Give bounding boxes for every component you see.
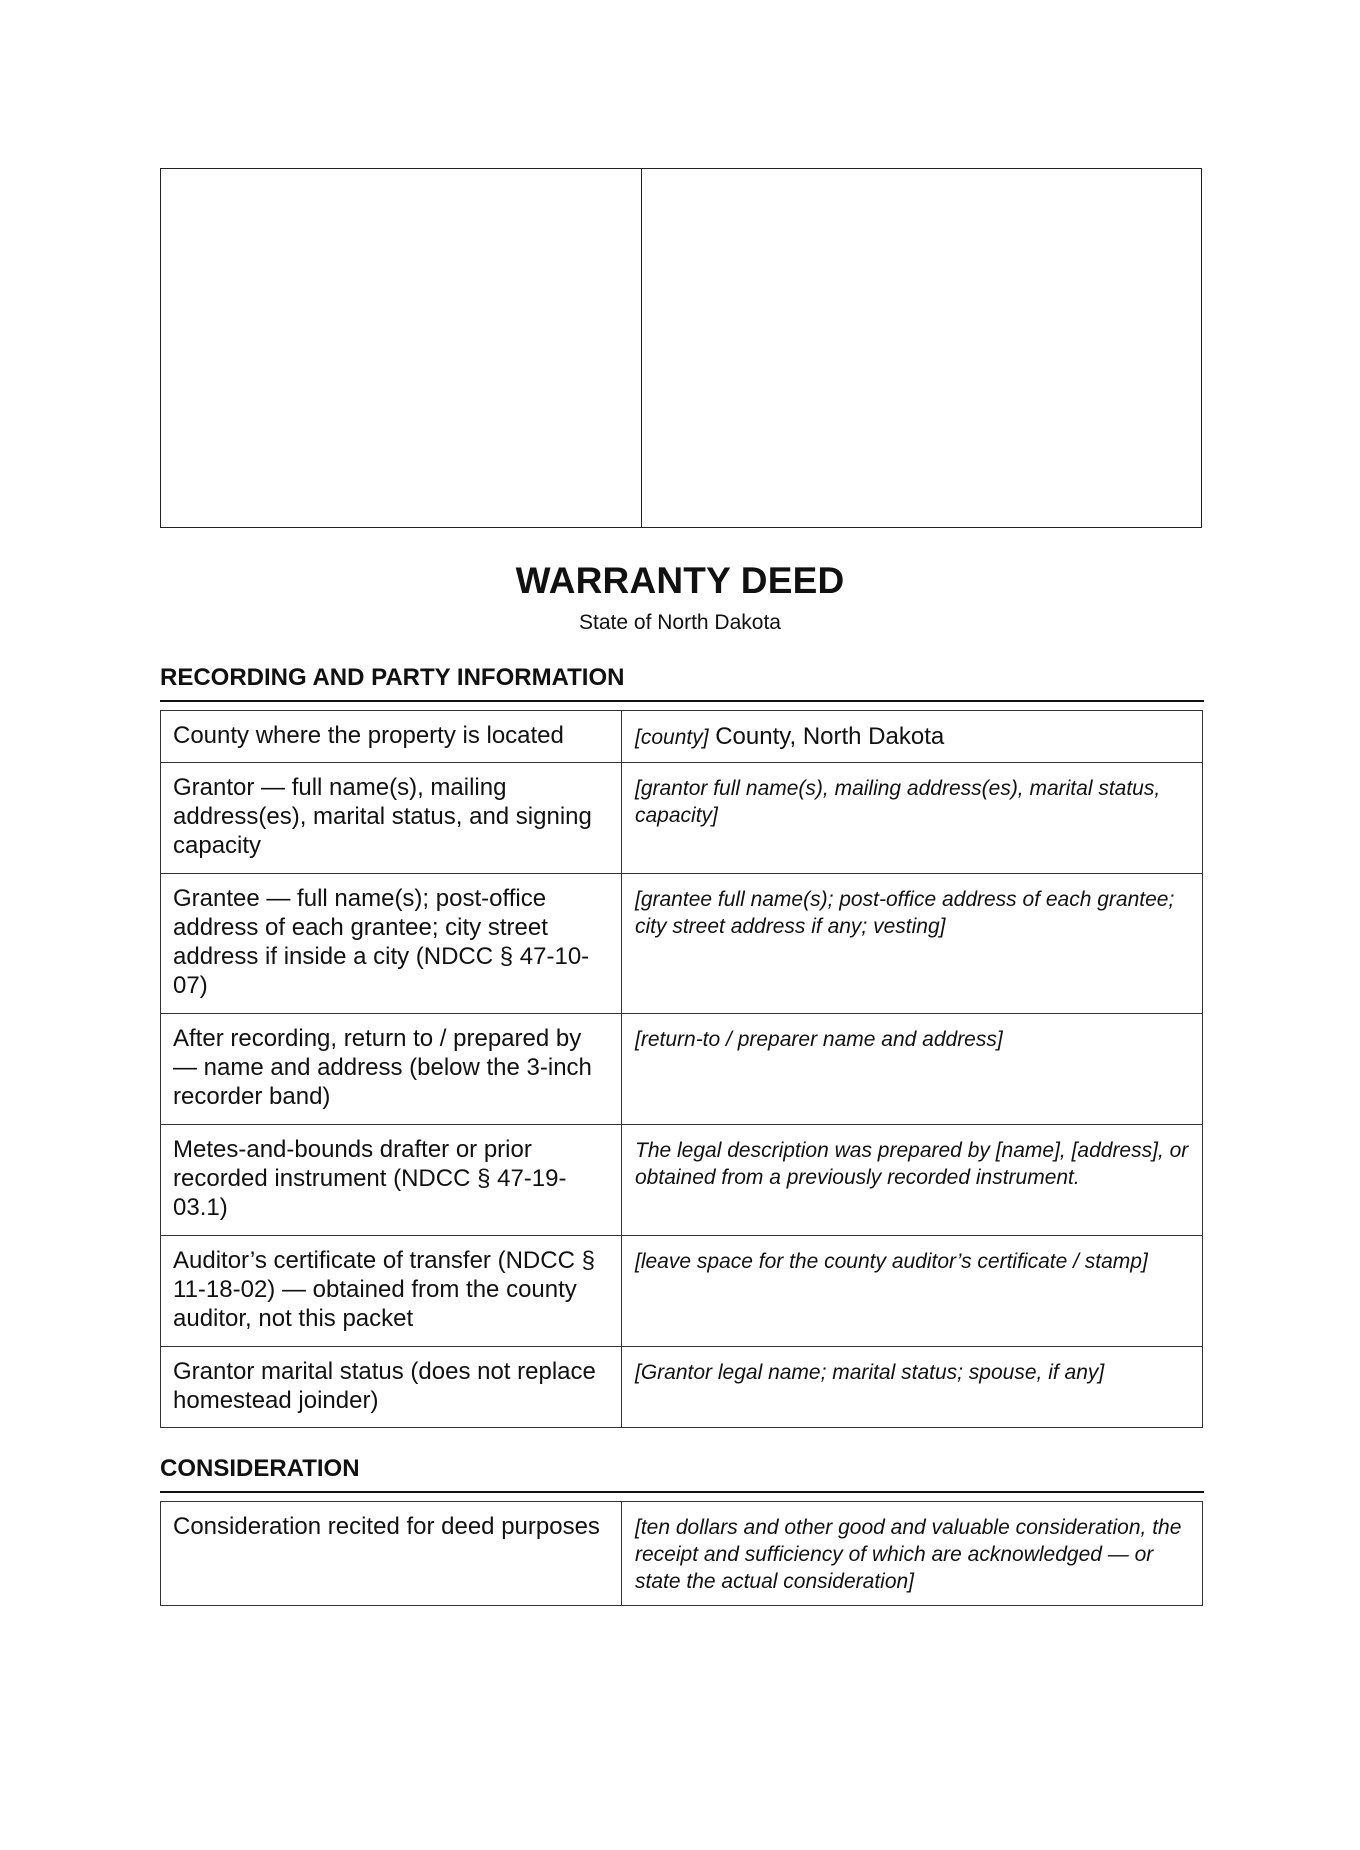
row-label: County where the property is located: [161, 711, 622, 763]
table-row: [161, 1236, 1203, 1347]
table-row: [161, 1014, 1203, 1125]
row-value: The legal description was prepared by [name], [address], or obtained from a previously recorded instrument.: [622, 1125, 1203, 1236]
row-value: [grantor full name(s), mailing address(es), marital status, capacity]: [622, 763, 1203, 874]
table-row: [161, 711, 1203, 763]
row-value: [return-to / preparer name and address]: [622, 1014, 1203, 1125]
table-row: [161, 874, 1203, 1014]
section-heading-recording: RECORDING AND PARTY INFORMATION: [160, 664, 1204, 702]
table-row: [161, 1125, 1203, 1236]
row-value: [622, 711, 1203, 763]
row-label: Consideration recited for deed purposes: [161, 1502, 622, 1606]
row-label: Grantor — full name(s), mailing address(es), marital status, and signing capacity: [161, 763, 622, 874]
document-subtitle: State of North Dakota: [579, 611, 781, 634]
row-value: [ten dollars and other good and valuable consideration, the receipt and sufficiency of which are acknowledged — or state the actual consideration]: [622, 1502, 1203, 1606]
document-title: WARRANTY DEED: [515, 560, 845, 601]
row-label: Grantee — full name(s); post-office address of each grantee; city street address if inside a city (NDCC § 47-10-07): [161, 874, 622, 1014]
recorder-band: [160, 168, 1202, 528]
recorder-band-left-box: [161, 169, 642, 527]
row-label: After recording, return to / prepared by — name and address (below the 3-inch recorder band): [161, 1014, 622, 1125]
row-label: Auditor’s certificate of transfer (NDCC § 11-18-02) — obtained from the county auditor, not this packet: [161, 1236, 622, 1347]
recorder-band-right-box: [642, 169, 1201, 527]
table-row: [161, 763, 1203, 874]
consideration-table: [160, 1501, 1203, 1606]
row-value: [leave space for the county auditor’s certificate / stamp]: [622, 1236, 1203, 1347]
table-row: [161, 1502, 1203, 1606]
table-row: [161, 1347, 1203, 1428]
recording-party-table: [160, 710, 1203, 1428]
row-label: Grantor marital status (does not replace homestead joinder): [161, 1347, 622, 1428]
county-placeholder: [county]: [635, 726, 709, 749]
county-suffix: County, North Dakota: [708, 723, 945, 750]
row-value: [grantee full name(s); post-office address of each grantee; city street address if any; vesting]: [622, 874, 1203, 1014]
row-label: Metes-and-bounds drafter or prior recorded instrument (NDCC § 47-19-03.1): [161, 1125, 622, 1236]
section-heading-consideration: CONSIDERATION: [160, 1455, 1204, 1493]
row-value: [Grantor legal name; marital status; spouse, if any]: [622, 1347, 1203, 1428]
